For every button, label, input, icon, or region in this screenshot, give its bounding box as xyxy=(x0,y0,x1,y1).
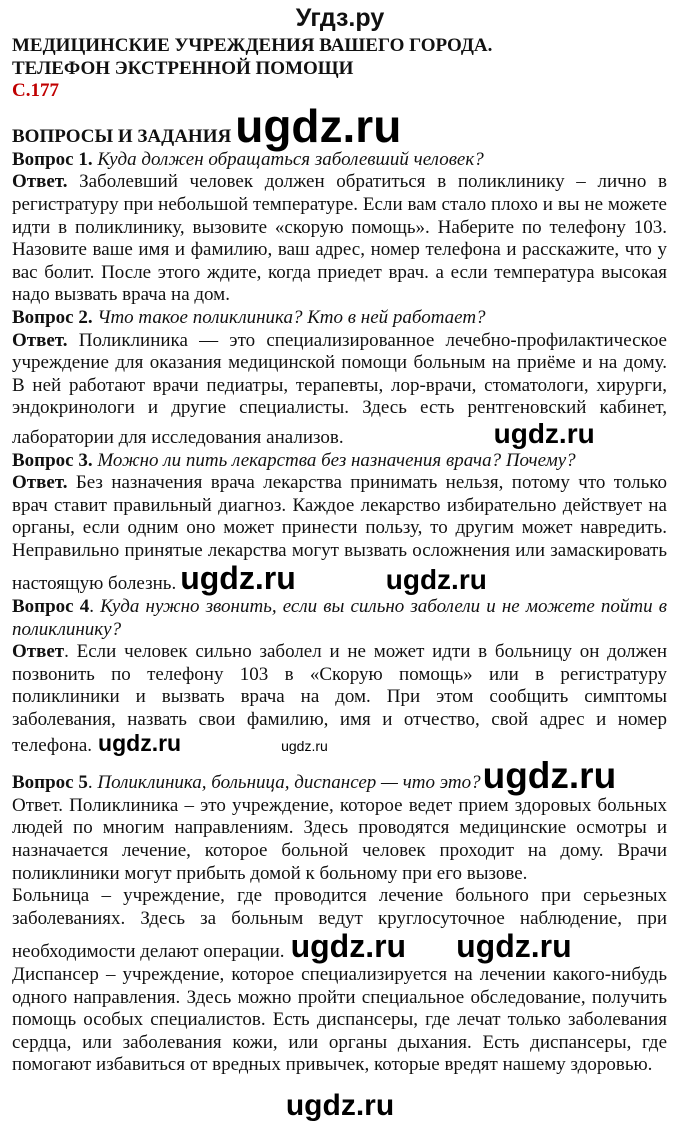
title-line-2: ТЕЛЕФОН ЭКСТРЕННОЙ ПОМОЩИ xyxy=(12,57,354,79)
answer-1 xyxy=(12,171,667,307)
question-text: Куда должен обращаться заболевший человек? xyxy=(97,148,484,170)
watermark: ugdz.ru xyxy=(385,564,487,596)
hospital-text: Больница – учреждение, где проводится лечение больного при серьезных заболеваниях. Здесь за больным ведут круглосуточное наблюдение, при необходимости делают операции. xyxy=(12,885,667,963)
watermark: ugdz.ru xyxy=(493,417,595,449)
watermark: ugdz.ru xyxy=(290,928,407,965)
answer-4: Ответ. Если человек сильно заболел и не может идти в больницу он должен позвонить по телефону 103 в «Скорую помощь» или в регистратуру поликлиники и вызвать врача на дом. При этом сообщить симптомы заболевания, назвать свои фамилию, имя и отчество, свой адрес и номер телефона. ugdz.ru ugdz.ru xyxy=(12,641,668,756)
section-row xyxy=(12,99,667,152)
section-heading: ВОПРОСЫ И ЗАДАНИЯ xyxy=(12,125,232,147)
answer-3 xyxy=(12,472,667,596)
question-4: Вопрос 4. Куда нужно звонить, если вы сильно заболели и не можете пойти в поликлинику? xyxy=(12,596,667,640)
answer-label: Ответ. xyxy=(12,329,68,351)
answer-text: Поликлиника – это учреждение, которое ведет прием здоровых больных людей по многим направлениям. Здесь проводятся медицинские осмотры и назначается лечение, которое больной человек проходит на дому. Врачи поликлиники могут прибыть домой к больному при его вызове. xyxy=(12,794,667,884)
answer-2 xyxy=(12,330,667,450)
question-label: Вопрос 1. xyxy=(12,148,93,170)
answer-label: Ответ. xyxy=(12,472,68,494)
watermark: ugdz.ru xyxy=(180,560,296,597)
answer-5 xyxy=(12,795,667,885)
question-text: Можно ли пить лекарства без назначения врача? Почему? xyxy=(97,449,576,471)
watermark: ugdz.ru xyxy=(285,1088,395,1122)
answer-text: Если человек сильно заболел и не может идти в больницу он должен позвонить по телефону 103 в «Скорую помощь» или в регистратуру поликлиники и вызвать врача на дом. При этом сообщить симптомы заболевания, назвать свои фамилию, имя и отчество, свой адрес и номер телефона. xyxy=(12,641,668,756)
question-label: Вопрос 4 xyxy=(12,596,90,618)
question-label: Вопрос 3. xyxy=(12,449,93,471)
watermark: ugdz.ru xyxy=(98,729,182,756)
watermark: ugdz.ru xyxy=(456,928,572,965)
answer-label: Ответ. xyxy=(12,794,63,816)
question-1 xyxy=(12,149,667,172)
watermark: ugdz.ru xyxy=(235,99,402,152)
question-text: Поликлиника, больница, диспансер — что это? xyxy=(97,772,481,794)
answer-5-hospital xyxy=(12,885,667,964)
question-5: Вопрос 5. Поликлиника, больница, диспансер — что это?ugdz.ru xyxy=(12,755,617,797)
title-line-1: МЕДИЦИНСКИЕ УЧРЕЖДЕНИЯ ВАШЕГО ГОРОДА. xyxy=(12,35,493,56)
answer-label: Ответ. xyxy=(12,171,68,193)
answer-text: Заболевший человек должен обратиться в поликлинику – лично в регистратуру при небольшой температуре. Если вам стало плохо и вы не можете идти в поликлинику, вызовите «скорую помощь». Наберите по телефону 103. Назовите ваше имя и фамилию, ваш адрес, номер телефона и расскажите, что у вас болит. После этого ждите, когда приедет врач. а если температура высокая надо вызвать врача на дом. xyxy=(12,171,667,306)
question-2 xyxy=(12,307,667,330)
watermark: ugdz.ru xyxy=(482,755,617,797)
document-body xyxy=(12,35,667,1077)
bottom-watermark-row xyxy=(0,1077,680,1127)
answer-text: Поликлиника — это специализированное лечебно-профилактическое учреждение для оказания медицинской помощи больным на приёме и на дому. В ней работают врачи педиатры, терапевты, лор-врачи, стоматологи, хирурги, эндокринологи и другие специалисты. Здесь есть рентгеновский кабинет, лаборатории для исследования анализов. xyxy=(12,329,667,448)
question-3 xyxy=(12,450,667,473)
watermark: ugdz.ru xyxy=(281,737,328,754)
answer-text: Без назначения врача лекарства принимать нельзя, потому что только врач ставит правильный диагноз. Каждое лекарство избирательно действует на органы, если одним оно может принести пользу, то другим может навредить. Неправильно принятые лекарства могут вызвать осложнения или замаскировать настоящую болезнь. xyxy=(12,472,668,595)
answer-5-dispensary: Диспансер – учреждение, которое специализируется на лечении какого-нибудь одного направления. Здесь можно пройти специальное обследование, получить помощь особых специалистов. Есть диспансеры, где лечат только заболевания сердца, или заболевания кожи, или органы дыхания. Есть диспансеры, где помогают избавиться от вредных привычек, которые вредят нашему здоровью. xyxy=(12,963,667,1076)
question-text: Куда нужно звонить, если вы сильно заболели и не можете пойти в поликлинику? xyxy=(12,596,667,640)
question-label: Вопрос 2. xyxy=(12,306,93,328)
page-reference: С.177 xyxy=(12,80,59,102)
answer-label: Ответ xyxy=(12,641,65,663)
question-text: Что такое поликлиника? Кто в ней работает? xyxy=(97,306,486,328)
question-label: Вопрос 5 xyxy=(12,772,88,794)
site-title: Угдз.ру xyxy=(295,4,385,32)
